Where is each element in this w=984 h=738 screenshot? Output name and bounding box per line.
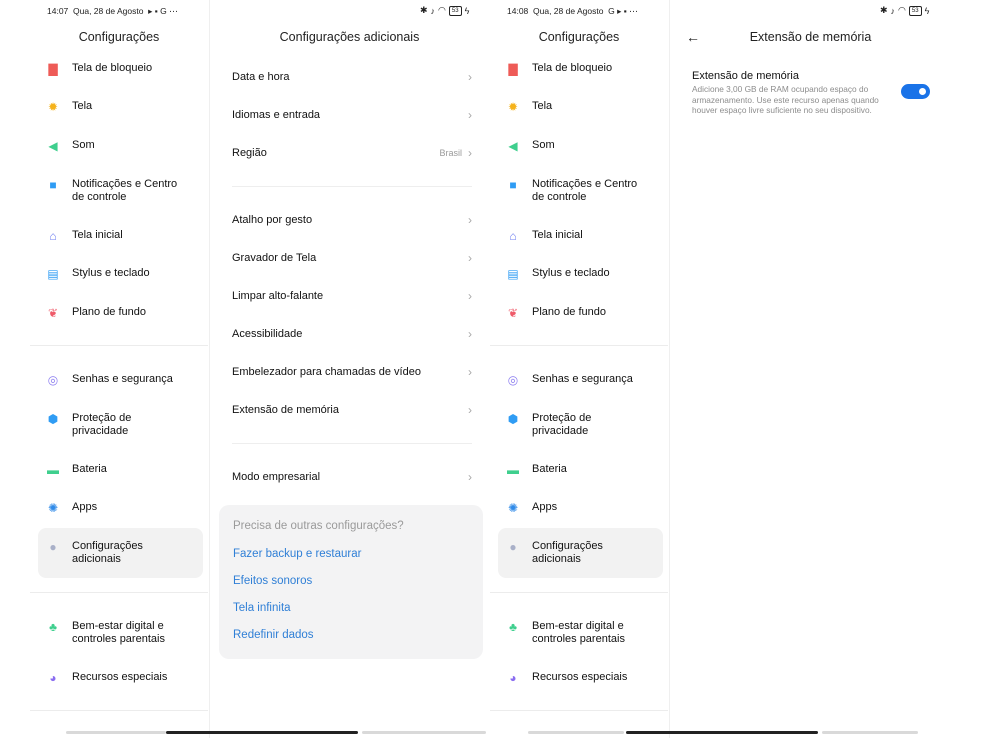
nav-bar-handle[interactable] [166,731,358,734]
sidebar-item-label: Tela de bloqueio [72,62,153,74]
sidebar-item-label: Notificações e Centro de controle [72,178,178,203]
sidebar-item[interactable] [38,100,203,114]
sun-icon: ✹ [507,99,519,114]
divider [490,592,668,593]
lock-icon: ▇ [508,61,518,76]
status-time: 14:07 [47,6,69,16]
settings-row-label: Acessibilidade [232,328,303,340]
sidebar-item-label: Stylus e teclado [72,267,150,279]
divider [30,592,208,593]
chevron-right-icon: › [468,70,472,84]
chevron-right-icon: › [468,327,472,341]
sidebar-item[interactable] [38,306,203,320]
sidebar-item-label: Bem-estar digital e controles parentais [72,620,165,645]
link-infinite-screen[interactable]: Tela infinita [233,602,291,614]
settings-row[interactable] [232,402,472,418]
privacy-icon: ⬢ [507,411,519,426]
settings-row-right [462,470,472,484]
page-title: Configurações [538,30,620,44]
additional-settings-panel [209,0,489,738]
wellbeing-icon: ♣ [509,619,517,634]
status-icons [420,5,469,16]
settings-sidebar-left [30,0,208,738]
settings-row[interactable] [232,107,472,123]
status-time: 14:08 [507,6,529,16]
special-icon: ◕ [49,670,57,685]
home-icon: ⌂ [509,228,517,243]
nav-bar-handle[interactable] [626,731,818,734]
sidebar-item-label: Stylus e teclado [532,267,610,279]
sidebar-item[interactable] [498,620,663,646]
settings-row-label: Idiomas e entrada [232,109,321,121]
settings-row-label: Atalho por gesto [232,214,313,226]
bluetooth-icon: ✱ [420,5,428,15]
settings-row-right [462,108,472,122]
wallpaper-icon: ❦ [47,305,59,320]
sidebar-item[interactable] [38,139,203,153]
settings-row-label: Embelezador para chamadas de vídeo [232,366,421,378]
speaker-icon: ◀ [48,138,58,153]
settings-row[interactable] [232,364,472,380]
status-icons [880,5,929,16]
sidebar-item[interactable] [38,62,203,76]
wallpaper-icon: ❦ [507,305,519,320]
chevron-right-icon: › [468,108,472,122]
bluetooth-icon: ✱ [880,5,888,15]
keyboard-icon: ▤ [47,266,59,281]
sidebar-item[interactable] [498,373,663,387]
sidebar-item[interactable] [498,306,663,320]
sidebar-item[interactable] [498,671,663,685]
divider [490,345,668,346]
memory-extension-description: Adicione 3,00 GB de RAM ocupando espaço do armazenamento. Use este recurso apenas quando houver espaço livre suficiente no seu dispositivo. [692,84,879,115]
mute-icon: ♪ [890,5,896,16]
speaker-icon: ◀ [508,138,518,153]
privacy-icon: ⬢ [47,411,59,426]
sidebar-item-label: Notificações e Centro de controle [532,178,638,203]
sidebar-item-label: Bem-estar digital e controles parentais [532,620,625,645]
settings-row-label: Data e hora [232,71,290,83]
settings-row-value: Brasil [439,148,462,158]
sidebar-item[interactable] [38,178,203,204]
fingerprint-icon: ◎ [47,372,59,387]
charging-icon: ϟ [464,5,470,16]
sidebar-item-label: Senhas e segurança [532,373,633,385]
sidebar-item-label: Plano de fundo [532,306,607,318]
settings-row-label: Gravador de Tela [232,252,317,264]
battery-icon: ▬ [47,462,59,477]
sidebar-item-label: Tela inicial [72,229,123,241]
status-extra: ▸ ▪ G ⋯ [148,6,178,16]
status-date: Qua, 28 de Agosto [73,6,144,16]
sidebar-item[interactable] [498,178,663,204]
settings-row[interactable] [232,69,472,85]
settings-row[interactable] [232,145,472,161]
wifi-icon: ◠ [438,5,446,15]
sidebar-item-label: Tela [532,100,553,112]
sidebar-item-label: Tela [72,100,93,112]
sidebar-item[interactable] [498,62,663,76]
chevron-right-icon: › [468,146,472,160]
sidebar-item[interactable] [498,528,663,578]
fingerprint-icon: ◎ [507,372,519,387]
link-sound-effects[interactable]: Efeitos sonoros [233,575,313,587]
settings-row-right [462,403,472,417]
gear-icon: ✺ [47,500,59,515]
status-date: Qua, 28 de Agosto [533,6,604,16]
link-reset-data[interactable]: Redefinir dados [233,629,314,641]
settings-row[interactable] [232,212,472,228]
sidebar-item-label: Recursos especiais [72,671,168,683]
sidebar-item[interactable] [38,528,203,578]
sidebar-item-label: Configurações adicionais [72,540,143,565]
wellbeing-icon: ♣ [49,619,57,634]
more-icon: ● [509,539,517,554]
sidebar-item[interactable] [498,267,663,281]
sidebar-item-label: Plano de fundo [72,306,147,318]
status-bar-left [47,6,178,17]
settings-row-right [439,146,472,160]
page-title: Configurações adicionais [279,30,420,44]
settings-row-right [462,365,472,379]
toggle-knob [919,88,926,95]
sidebar-item[interactable] [38,373,203,387]
status-extra: G ▸ ▪ ⋯ [608,6,638,16]
mute-icon: ♪ [430,5,436,16]
settings-row-label: Modo empresarial [232,471,321,483]
sidebar-item[interactable] [38,620,203,646]
divider [490,710,668,711]
battery-icon: 53 [449,6,462,16]
sidebar-item[interactable] [498,100,663,114]
settings-row[interactable] [232,469,472,485]
sidebar-item[interactable] [38,229,203,243]
nav-bar [822,731,918,734]
settings-row-right [462,251,472,265]
settings-row-right [462,289,472,303]
settings-row[interactable] [232,288,472,304]
home-icon: ⌂ [49,228,57,243]
sidebar-item-label: Bateria [72,463,107,475]
settings-row-right [462,70,472,84]
divider [232,443,472,444]
wifi-icon: ◠ [898,5,906,15]
special-icon: ◕ [509,670,517,685]
suggestions-question: Precisa de outras configurações? [233,520,404,532]
chevron-right-icon: › [468,289,472,303]
divider [30,710,208,711]
suggestions-card [219,505,483,659]
sidebar-item-label: Apps [532,501,558,513]
link-backup-restore[interactable]: Fazer backup e restaurar [233,548,362,560]
chevron-right-icon: › [468,213,472,227]
chevron-right-icon: › [468,470,472,484]
sidebar-item-label: Configurações adicionais [532,540,603,565]
settings-row-label: Região [232,147,267,159]
battery-icon: ▬ [507,462,519,477]
sidebar-item[interactable] [498,412,663,438]
more-icon: ● [49,539,57,554]
settings-row[interactable] [232,250,472,266]
nav-bar [66,731,166,734]
memory-extension-toggle[interactable] [901,84,930,99]
sidebar-item[interactable] [498,463,663,477]
lock-icon: ▇ [48,61,58,76]
sidebar-item-label: Som [532,139,555,151]
status-bar-right [507,6,638,17]
sidebar-item-label: Som [72,139,95,151]
sidebar-item-label: Recursos especiais [532,671,628,683]
chevron-right-icon: › [468,251,472,265]
sidebar-item-label: Tela inicial [532,229,583,241]
sidebar-item-label: Apps [72,501,98,513]
sidebar-item[interactable] [498,139,663,153]
nav-bar [528,731,624,734]
notification-icon: ■ [509,177,517,192]
battery-icon: 53 [909,6,922,16]
page-title: Configurações [78,30,160,44]
memory-extension-label: Extensão de memória [692,70,799,82]
sidebar-item[interactable] [38,463,203,477]
sidebar-item[interactable] [38,671,203,685]
chevron-right-icon: › [468,403,472,417]
charging-icon: ϟ [924,5,930,16]
sidebar-item[interactable] [38,267,203,281]
sun-icon: ✹ [47,99,59,114]
sidebar-item[interactable] [498,229,663,243]
settings-row-right [462,213,472,227]
sidebar-item[interactable] [498,501,663,515]
notification-icon: ■ [49,177,57,192]
settings-row-label: Limpar alto-falante [232,290,324,302]
sidebar-item-label: Senhas e segurança [72,373,173,385]
page-title: Extensão de memória [749,30,872,44]
sidebar-item-label: Proteção de privacidade [72,412,132,437]
settings-sidebar-right [490,0,668,738]
chevron-right-icon: › [468,365,472,379]
gear-icon: ✺ [507,500,519,515]
sidebar-item-label: Proteção de privacidade [532,412,592,437]
settings-row-label: Extensão de memória [232,404,339,416]
nav-bar [362,731,486,734]
memory-extension-panel [669,0,941,738]
sidebar-item[interactable] [38,412,203,438]
divider [30,345,208,346]
sidebar-item[interactable] [38,501,203,515]
settings-row-right [462,327,472,341]
back-arrow-icon[interactable]: ← [686,29,700,45]
sidebar-item-label: Bateria [532,463,567,475]
keyboard-icon: ▤ [507,266,519,281]
divider [232,186,472,187]
sidebar-item-label: Tela de bloqueio [532,62,613,74]
settings-row[interactable] [232,326,472,342]
